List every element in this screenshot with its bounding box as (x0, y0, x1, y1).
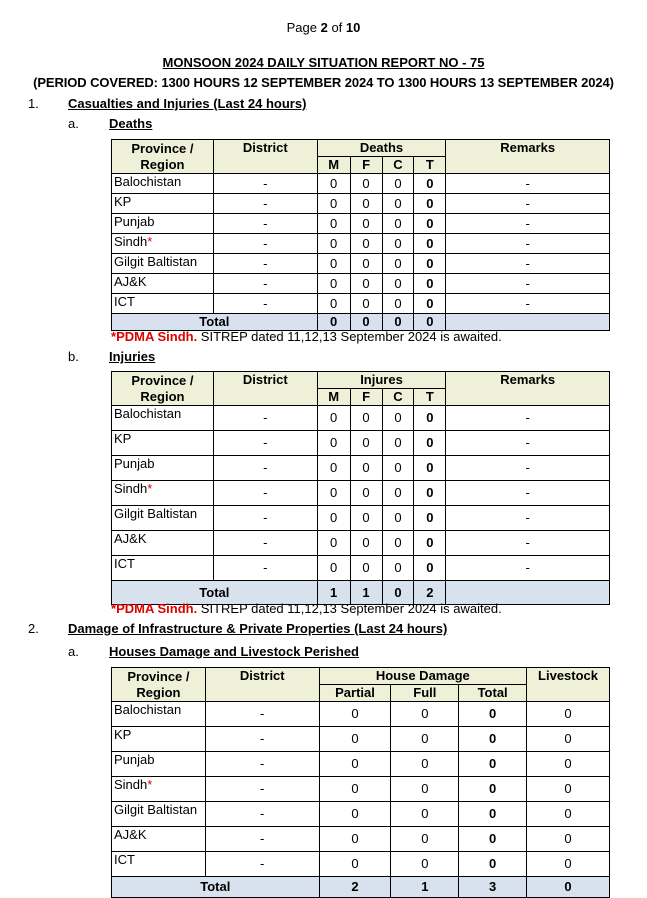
children-cell: 0 (382, 506, 414, 531)
district-cell: - (213, 214, 317, 234)
total-f: 1 (350, 581, 382, 605)
district-cell: - (205, 752, 319, 777)
province-cell (112, 431, 214, 456)
province-cell (112, 194, 214, 214)
district-cell: - (213, 254, 317, 274)
female-cell: 0 (350, 556, 382, 581)
total-row (112, 314, 610, 331)
total-cell: 0 (414, 531, 446, 556)
total-cell: 0 (459, 852, 527, 877)
period-covered: (PERIOD COVERED: 1300 HOURS 12 SEPTEMBER 2024 TO 1300 HOURS 13 SEPTEMBER 2024) (33, 75, 614, 90)
partial-cell: 0 (319, 702, 391, 727)
total-m: 0 (317, 314, 350, 331)
district-cell: - (213, 294, 317, 314)
table-row (112, 174, 610, 194)
province-name: AJ&K (114, 827, 147, 842)
table-row (112, 431, 610, 456)
total-t: 2 (414, 581, 446, 605)
province-name: ICT (114, 294, 135, 309)
children-cell: 0 (382, 431, 414, 456)
province-name: KP (114, 727, 132, 742)
partial-cell: 0 (319, 727, 391, 752)
deaths-heading: a. Deaths (68, 116, 153, 131)
full-cell: 0 (391, 802, 459, 827)
total-cell: 0 (459, 727, 527, 752)
total-cell: 0 (414, 294, 446, 314)
total-header: T (414, 157, 446, 174)
male-cell: 0 (317, 481, 350, 506)
male-cell: 0 (317, 556, 350, 581)
province-name: Balochistan (114, 174, 182, 189)
table-row (112, 294, 610, 314)
female-cell: 0 (350, 274, 382, 294)
district-cell: - (205, 827, 319, 852)
remarks-cell: - (446, 194, 610, 214)
province-name: Gilgit Baltistan (114, 506, 198, 521)
table-row (112, 802, 610, 827)
male-header: M (317, 389, 350, 406)
male-cell: 0 (317, 274, 350, 294)
province-name: Sindh (114, 234, 148, 249)
district-cell: - (213, 174, 317, 194)
total-cell: 0 (459, 777, 527, 802)
district-cell: - (213, 194, 317, 214)
remarks-header: Remarks (446, 372, 610, 406)
remarks-cell: - (446, 406, 610, 431)
total-cell: 0 (459, 827, 527, 852)
total-cell: 0 (414, 254, 446, 274)
full-cell: 0 (391, 777, 459, 802)
remarks-cell: - (446, 254, 610, 274)
total-partial: 2 (319, 877, 391, 898)
full-cell: 0 (391, 827, 459, 852)
male-cell: 0 (317, 194, 350, 214)
total-header: Total (459, 685, 527, 702)
male-cell: 0 (317, 254, 350, 274)
total-f: 0 (350, 314, 382, 331)
table-row (112, 254, 610, 274)
female-header: F (350, 157, 382, 174)
remarks-cell: - (446, 556, 610, 581)
table-row (112, 456, 610, 481)
total-cell: 0 (414, 234, 446, 254)
district-header: District (213, 140, 317, 174)
children-cell: 0 (382, 174, 414, 194)
province-name: Sindh (114, 481, 148, 496)
male-cell: 0 (317, 174, 350, 194)
children-header: C (382, 389, 414, 406)
province-cell (112, 234, 214, 254)
total-livestock: 0 (527, 877, 610, 898)
table-row (112, 827, 610, 852)
female-cell: 0 (350, 214, 382, 234)
children-header: C (382, 157, 414, 174)
male-cell: 0 (317, 234, 350, 254)
total-cell: 0 (414, 506, 446, 531)
total-c: 0 (382, 314, 414, 331)
table-row (112, 556, 610, 581)
province-cell (112, 456, 214, 481)
total-cell: 0 (414, 406, 446, 431)
table-row (112, 752, 610, 777)
province-header: Province / Region (112, 668, 206, 702)
male-cell: 0 (317, 531, 350, 556)
full-header: Full (391, 685, 459, 702)
full-cell: 0 (391, 702, 459, 727)
livestock-cell: 0 (527, 827, 610, 852)
total-cell: 0 (414, 456, 446, 481)
female-cell: 0 (350, 431, 382, 456)
total-cell: 0 (414, 174, 446, 194)
province-name: Balochistan (114, 702, 182, 717)
children-cell: 0 (382, 406, 414, 431)
partial-cell: 0 (319, 827, 391, 852)
total-m: 1 (317, 581, 350, 605)
children-cell: 0 (382, 214, 414, 234)
partial-cell: 0 (319, 777, 391, 802)
partial-cell: 0 (319, 852, 391, 877)
total-cell: 0 (414, 274, 446, 294)
province-cell (112, 531, 214, 556)
province-header: Province / Region (112, 140, 214, 174)
awaited-marker: * (147, 234, 153, 249)
province-header: Province / Region (112, 372, 214, 406)
male-header: M (317, 157, 350, 174)
table-row (112, 702, 610, 727)
province-name: Balochistan (114, 406, 182, 421)
table-row (112, 506, 610, 531)
total-cell: 0 (459, 802, 527, 827)
total-cell: 0 (414, 556, 446, 581)
remarks-cell: - (446, 214, 610, 234)
district-cell: - (213, 481, 317, 506)
children-cell: 0 (382, 556, 414, 581)
total-cell: 0 (414, 214, 446, 234)
table-row (112, 406, 610, 431)
children-cell: 0 (382, 234, 414, 254)
province-name: ICT (114, 556, 135, 571)
remarks-cell: - (446, 431, 610, 456)
district-cell: - (213, 556, 317, 581)
children-cell: 0 (382, 481, 414, 506)
female-cell: 0 (350, 481, 382, 506)
remarks-cell: - (446, 456, 610, 481)
children-cell: 0 (382, 274, 414, 294)
full-cell: 0 (391, 852, 459, 877)
province-cell (112, 214, 214, 234)
district-header: District (213, 372, 317, 406)
section-1-heading: 1. Casualties and Injuries (Last 24 hours) (28, 96, 307, 111)
remarks-cell: - (446, 506, 610, 531)
children-cell: 0 (382, 294, 414, 314)
section-2-heading: 2. Damage of Infrastructure & Private Properties (Last 24 hours) (28, 621, 448, 636)
total-label: Total (112, 581, 318, 605)
children-cell: 0 (382, 531, 414, 556)
female-cell: 0 (350, 294, 382, 314)
province-name: KP (114, 431, 132, 446)
remarks-cell: - (446, 274, 610, 294)
total-header: T (414, 389, 446, 406)
province-name: Punjab (114, 456, 155, 471)
female-cell: 0 (350, 174, 382, 194)
district-cell: - (213, 531, 317, 556)
district-cell: - (213, 506, 317, 531)
awaited-marker: * (147, 481, 153, 496)
total-t: 0 (414, 314, 446, 331)
male-cell: 0 (317, 431, 350, 456)
district-cell: - (213, 431, 317, 456)
total-cell: 0 (414, 431, 446, 456)
remarks-cell: - (446, 234, 610, 254)
table-row (112, 531, 610, 556)
deaths-table (111, 139, 610, 331)
livestock-cell: 0 (527, 752, 610, 777)
province-cell (112, 294, 214, 314)
district-cell: - (213, 234, 317, 254)
table-row (112, 194, 610, 214)
table-row (112, 777, 610, 802)
total-cell: 0 (414, 194, 446, 214)
house-damage-group-header: House Damage (319, 668, 526, 685)
livestock-cell: 0 (527, 727, 610, 752)
houses-table (111, 667, 610, 898)
awaited-marker: * (147, 777, 153, 792)
total-cell: 0 (459, 702, 527, 727)
male-cell: 0 (317, 294, 350, 314)
partial-cell: 0 (319, 752, 391, 777)
province-name: AJ&K (114, 531, 147, 546)
livestock-header: Livestock (527, 668, 610, 702)
province-cell (112, 274, 214, 294)
female-cell: 0 (350, 234, 382, 254)
province-name: Sindh (114, 777, 148, 792)
province-name: Punjab (114, 214, 155, 229)
total-cell: 0 (459, 752, 527, 777)
female-cell: 0 (350, 456, 382, 481)
district-cell: - (205, 702, 319, 727)
full-cell: 0 (391, 752, 459, 777)
district-cell: - (213, 456, 317, 481)
table-row (112, 234, 610, 254)
province-cell (112, 406, 214, 431)
province-cell (112, 254, 214, 274)
table-row (112, 274, 610, 294)
province-name: Gilgit Baltistan (114, 802, 198, 817)
page-indicator: Page 2 of 10 (286, 20, 361, 35)
children-cell: 0 (382, 254, 414, 274)
deaths-note: *PDMA Sindh. SITREP dated 11,12,13 September 2024 is awaited. (111, 329, 502, 344)
district-cell: - (205, 727, 319, 752)
livestock-cell: 0 (527, 802, 610, 827)
male-cell: 0 (317, 506, 350, 531)
total-full: 1 (391, 877, 459, 898)
province-name: ICT (114, 852, 135, 867)
district-cell: - (205, 802, 319, 827)
male-cell: 0 (317, 406, 350, 431)
children-cell: 0 (382, 194, 414, 214)
injuries-note: *PDMA Sindh. SITREP dated 11,12,13 September 2024 is awaited. (111, 601, 502, 616)
district-cell: - (213, 274, 317, 294)
remarks-cell: - (446, 481, 610, 506)
district-cell: - (213, 406, 317, 431)
total-remarks (446, 314, 610, 331)
female-cell: 0 (350, 531, 382, 556)
injuries-group-header: Injures (317, 372, 446, 389)
female-cell: 0 (350, 194, 382, 214)
total-label: Total (112, 314, 318, 331)
province-cell (112, 556, 214, 581)
province-cell (112, 506, 214, 531)
province-cell (112, 752, 206, 777)
deaths-group-header: Deaths (317, 140, 446, 157)
female-cell: 0 (350, 506, 382, 531)
livestock-cell: 0 (527, 852, 610, 877)
province-cell (112, 174, 214, 194)
remarks-cell: - (446, 531, 610, 556)
province-name: AJ&K (114, 274, 147, 289)
province-cell (112, 727, 206, 752)
province-cell (112, 827, 206, 852)
remarks-cell: - (446, 174, 610, 194)
total-total: 3 (459, 877, 527, 898)
province-cell (112, 777, 206, 802)
female-header: F (350, 389, 382, 406)
district-cell: - (205, 777, 319, 802)
total-label: Total (112, 877, 320, 898)
province-cell (112, 702, 206, 727)
livestock-cell: 0 (527, 777, 610, 802)
province-cell (112, 852, 206, 877)
partial-header: Partial (319, 685, 391, 702)
houses-heading: a. Houses Damage and Livestock Perished (68, 644, 359, 659)
province-name: Gilgit Baltistan (114, 254, 198, 269)
full-cell: 0 (391, 727, 459, 752)
province-name: Punjab (114, 752, 155, 767)
table-row (112, 481, 610, 506)
total-c: 0 (382, 581, 414, 605)
total-row (112, 877, 610, 898)
male-cell: 0 (317, 456, 350, 481)
province-cell (112, 802, 206, 827)
remarks-cell: - (446, 294, 610, 314)
partial-cell: 0 (319, 802, 391, 827)
children-cell: 0 (382, 456, 414, 481)
table-row (112, 727, 610, 752)
district-header: District (205, 668, 319, 702)
female-cell: 0 (350, 254, 382, 274)
female-cell: 0 (350, 406, 382, 431)
injuries-table (111, 371, 610, 605)
report-title: MONSOON 2024 DAILY SITUATION REPORT NO - 75 (162, 55, 485, 70)
table-row (112, 214, 610, 234)
district-cell: - (205, 852, 319, 877)
remarks-header: Remarks (446, 140, 610, 174)
table-row (112, 852, 610, 877)
livestock-cell: 0 (527, 702, 610, 727)
province-cell (112, 481, 214, 506)
total-cell: 0 (414, 481, 446, 506)
injuries-heading: b. Injuries (68, 349, 156, 364)
province-name: KP (114, 194, 132, 209)
male-cell: 0 (317, 214, 350, 234)
